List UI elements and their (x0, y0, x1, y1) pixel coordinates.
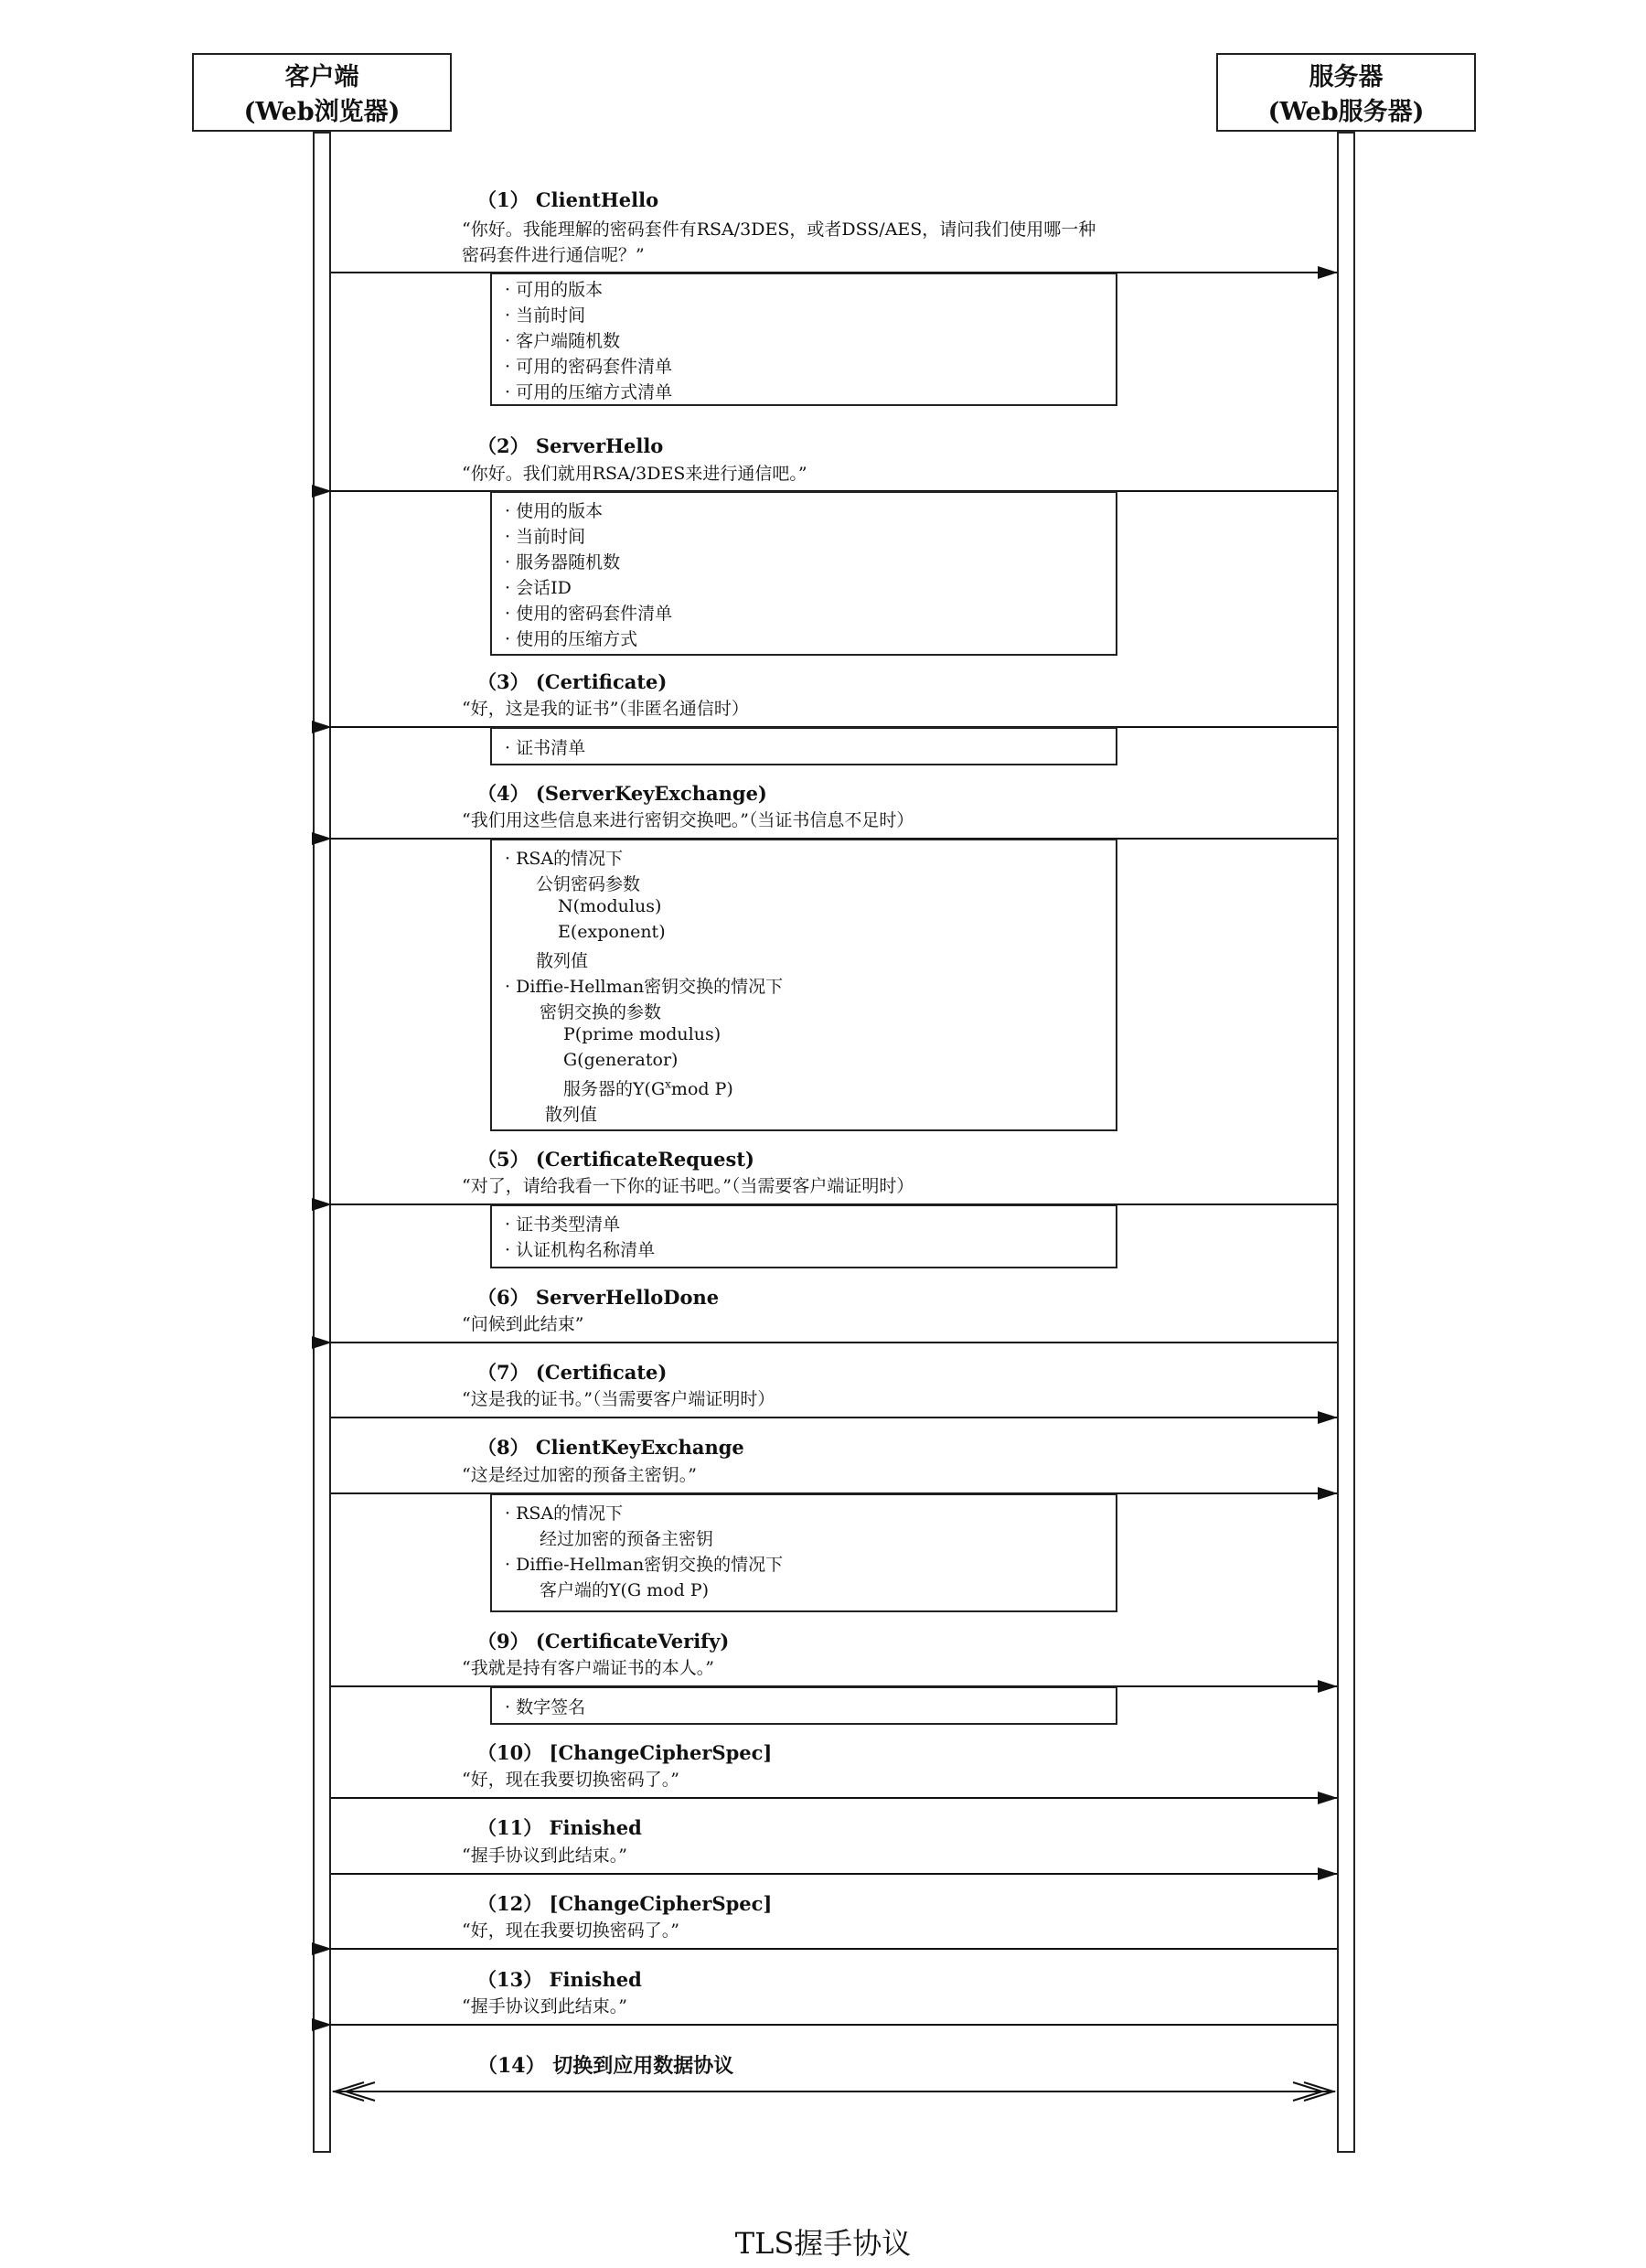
step-2-detail: · 会话ID (505, 578, 572, 598)
step-4-detail: N(modulus) (558, 896, 662, 916)
step-1-quote: “你好。我能理解的密码套件有RSA/3DES，或者DSS/AES，请问我们使用哪一种 (462, 219, 1096, 240)
step-8-title: （8） ClientKeyExchange (477, 1436, 744, 1459)
step-4-title: （4） (ServerKeyExchange) (477, 782, 767, 805)
step-1-quote-line2: 密码套件进行通信呢？” (462, 245, 645, 265)
step-1-title: （1） ClientHello (477, 188, 659, 211)
step-5-title: （5） (CertificateRequest) (477, 1148, 754, 1171)
step-5-quote: “对了，请给我看一下你的证书吧。”（当需要客户端证明时） (462, 1176, 914, 1196)
step-2-detail: · 服务器随机数 (505, 552, 621, 572)
step-9-detail: · 数字签名 (505, 1697, 586, 1717)
step-10-quote: “好，现在我要切换密码了。” (462, 1770, 679, 1790)
step-6-title: （6） ServerHelloDone (477, 1286, 720, 1309)
step-8-detail: · RSA的情况下 (505, 1503, 624, 1524)
step-9-title: （9） (CertificateVerify) (477, 1630, 730, 1653)
step-4-detail: P(prime modulus) (563, 1024, 721, 1044)
server-name: 服务器 (1309, 63, 1384, 91)
step-4-detail: 公钥密码参数 (536, 874, 641, 894)
step-4-detail-y (563, 1075, 733, 1100)
step-8-detail: 经过加密的预备主密钥 (540, 1529, 714, 1549)
step-11-title: （11） Finished (477, 1816, 642, 1839)
step-2-detail: · 使用的密码套件清单 (505, 604, 673, 624)
step-3-quote: “好，这是我的证书”（非匿名通信时） (462, 699, 749, 719)
step-9-quote: “我就是持有客户端证书的本人。” (462, 1658, 714, 1678)
step-1-detail: · 可用的版本 (505, 280, 604, 300)
step-4-detail: G(generator) (563, 1050, 679, 1070)
step-6-quote: “问候到此结束” (462, 1314, 584, 1334)
step-4-detail: · RSA的情况下 (505, 849, 624, 869)
step-2-title: （2） ServerHello (477, 434, 664, 457)
step-4-detail: 密钥交换的参数 (540, 1002, 662, 1022)
y-label: 服务器的Y(G (563, 1079, 666, 1099)
step-8-quote: “这是经过加密的预备主密钥。” (462, 1465, 697, 1485)
client-subtitle: (Web浏览器) (243, 98, 401, 126)
step-10-title: （10） [ChangeCipherSpec] (477, 1741, 773, 1764)
step-12-title: （12） [ChangeCipherSpec] (477, 1892, 773, 1915)
step-13-quote: “握手协议到此结束。” (462, 1996, 627, 2017)
step-3-title: （3） (Certificate) (477, 670, 668, 693)
step-1-detail: · 可用的压缩方式清单 (505, 382, 673, 402)
step-7-quote: “这是我的证书。”（当需要客户端证明时） (462, 1389, 775, 1409)
y-label-tail: mod P) (670, 1079, 733, 1099)
exponent-x: x (665, 1077, 671, 1091)
step-2-detail: · 当前时间 (505, 527, 586, 547)
diagram-caption: TLS握手协议 (734, 2226, 912, 2261)
step-5-detail: · 认证机构名称清单 (505, 1240, 656, 1260)
step-4-quote: “我们用这些信息来进行密钥交换吧。”（当证书信息不足时） (462, 810, 914, 830)
step-4-detail: · Diffie-Hellman密钥交换的情况下 (505, 977, 784, 997)
step-4-detail: 散列值 (545, 1105, 598, 1125)
step-11-quote: “握手协议到此结束。” (462, 1845, 627, 1866)
step-8-detail: · Diffie-Hellman密钥交换的情况下 (505, 1555, 784, 1575)
step-14-title: （14） 切换到应用数据协议 (477, 2054, 734, 2078)
step-1-detail: · 客户端随机数 (505, 331, 621, 351)
step-5-detail: · 证书类型清单 (505, 1214, 621, 1235)
step-2-detail: · 使用的压缩方式 (505, 629, 638, 649)
step-7-title: （7） (Certificate) (477, 1361, 668, 1384)
step-1-detail: · 可用的密码套件清单 (505, 357, 673, 377)
step-4-detail: 散列值 (536, 951, 589, 971)
step-3-detail: · 证书清单 (505, 738, 586, 758)
step-1-detail: · 当前时间 (505, 305, 586, 326)
client-name: 客户端 (284, 63, 359, 91)
step-4-detail: E(exponent) (558, 922, 666, 942)
step-13-title: （13） Finished (477, 1968, 642, 1991)
step-2-quote: “你好。我们就用RSA/3DES来进行通信吧。” (462, 464, 807, 484)
server-subtitle: (Web服务器) (1267, 98, 1425, 126)
step-8-detail: 客户端的Y(G mod P) (540, 1580, 710, 1600)
step-12-quote: “好，现在我要切换密码了。” (462, 1920, 679, 1941)
step-2-detail: · 使用的版本 (505, 501, 604, 521)
